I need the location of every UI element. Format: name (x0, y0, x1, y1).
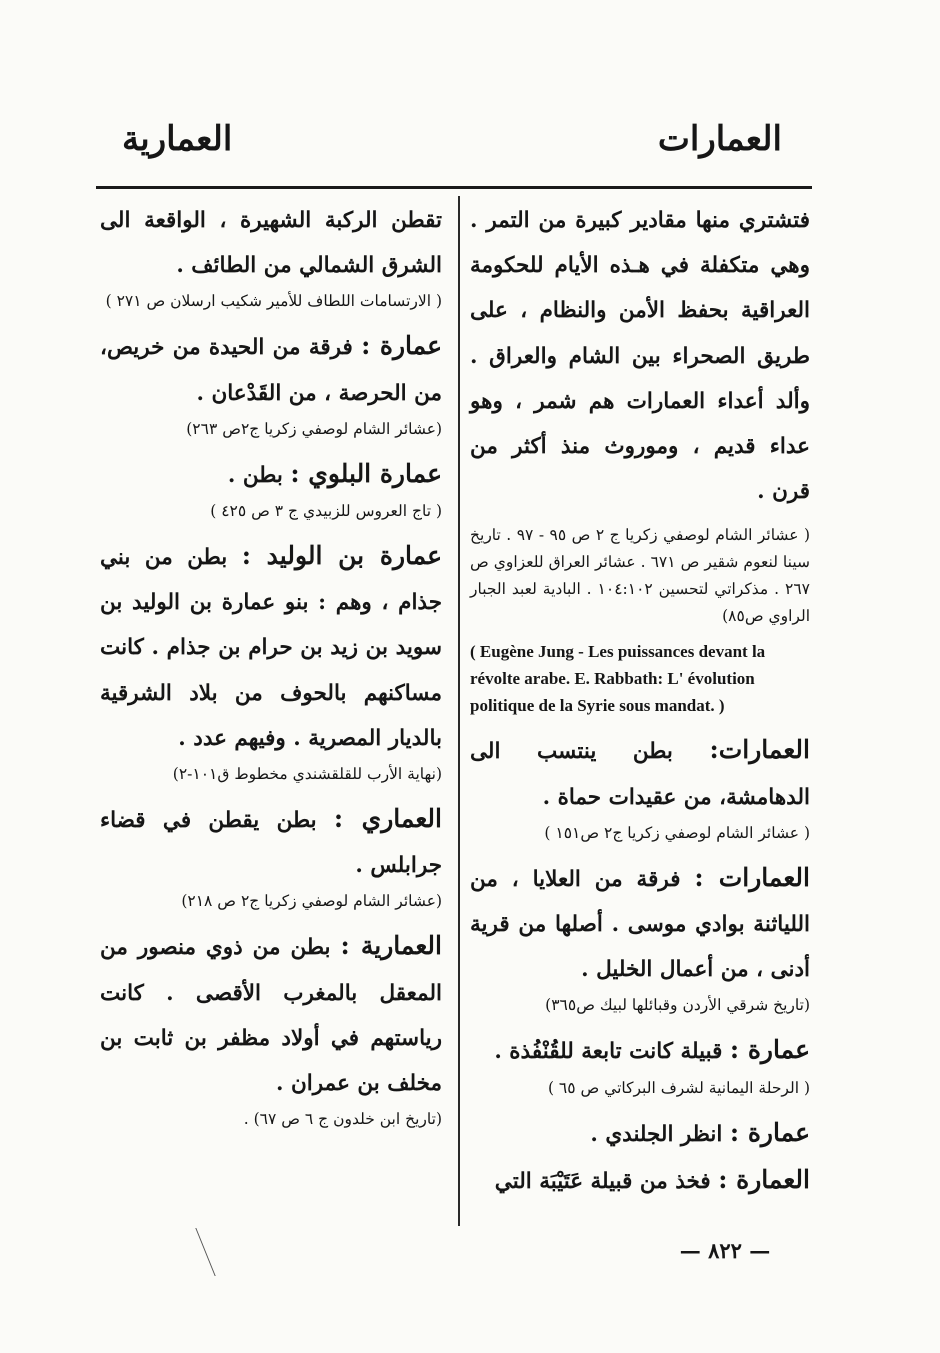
entry-term: عمارة البلوي : (290, 458, 442, 488)
entry-term: عمارة : (729, 1035, 810, 1065)
column-divider (458, 196, 460, 1226)
entry-text: بطن من ذوي منصور من المعقل بالمغرب الأقصى . كانت رياستهم في أولاد مظفر بن ثابت بن مخلف بن عمران . (100, 935, 442, 1097)
page-number: — ٨٢٢ — (679, 1238, 771, 1263)
entry-term: عمارة بن الوليد : (241, 541, 443, 571)
entry-amara-julandi (470, 1110, 810, 1157)
reference: (تاريخ ابن خلدون ج ٦ ص ٦٧) . (243, 1110, 442, 1129)
running-head-right: العمارات (657, 119, 782, 159)
entry-text: بطن ينتسب الى الدهامشة، من عقيدات حماة . (470, 739, 810, 810)
entry-amarat-alalaya (470, 855, 810, 993)
entry-amara-balawi (100, 451, 442, 498)
pen-stroke-mark (195, 1228, 237, 1276)
entry-text: فرقة من العلايا ، من اللياثنة بوادي موسى . أصلها من قرية أدنى ، من أعمال الخليل . (470, 866, 810, 983)
entry-text: بطن يقطن في قضاء جرابلس . (100, 808, 442, 879)
entry-text: بطن . (227, 462, 283, 488)
entry-term: العمارات: (709, 735, 810, 765)
entry-amara-ibn-walid (100, 533, 442, 761)
entry-term: العمارة : (718, 1164, 810, 1194)
entry-amara-qunfudha (470, 1027, 810, 1074)
reference: ( الرحلة اليمانية لشرف البركاتي ص ٦٥ ) (547, 1078, 810, 1097)
entry-term: العمارات : (694, 862, 810, 892)
entry-text: فخذ من قبيلة عَتَيْبَة التي (494, 1168, 711, 1194)
entry-term: عمارة : (361, 331, 442, 361)
entry-text: بطن من بني جذام ، وهم : بنو عمارة بن الوليد بن سويد بن زيد بن حرام بن جذام . كانت مساكنهم بالحوف من بلاد الشرقية بالديار المصرية . وفيهم عدد . (100, 545, 442, 751)
entry-continuation: تقطن الركبة الشهيرة ، الواقعة الى الشرق الشمالي من الطائف . (100, 208, 442, 279)
entry-amarat-dahamsha (470, 727, 810, 819)
header-rule (96, 186, 812, 189)
entry-term: العماري : (333, 804, 442, 834)
entry-al-amara-utaiba (470, 1157, 810, 1204)
entry-term: العمارية : (340, 931, 442, 961)
entry-continuation: فتشتري منها مقادير كبيرة من التمر . وهي متكفلة في هـذه الأيام للحكومة العراقية بحفظ الأمن والنظام ، على طريق الصحراء بين الشام والعراق . وألد أعداء العمارات هم شمر ، وهو عداء قديم ، وموروث منذ أكثر من قرن . (470, 208, 810, 505)
latin-reference: ( Eugène Jung - Les puissances devant la révolte arabe. E. Rabbath: L' évolution politique de la Syrie sous mandat. ) (470, 642, 766, 716)
entry-al-amariya (100, 923, 442, 1106)
reference: (تاريخ شرقي الأردن وقبائلها لبيك ص٣٦٥) (545, 996, 810, 1015)
reference: ( عشائر الشام لوصفي زكريا ج٢ ص١٥١ ) (544, 823, 810, 842)
reference: ( الارتسامات اللطاف للأمير شكيب ارسلان ص ٢٧١ ) (105, 292, 442, 311)
entry-text: انظر الجلندي . (590, 1121, 723, 1147)
entry-al-amari (100, 796, 442, 888)
entry-text: قبيلة كانت تابعة للقُنْفُذة . (494, 1039, 723, 1065)
left-column (100, 198, 442, 1141)
reference: (عشائر الشام لوصفي زكريا ج٢ص ٢٦٣) (186, 419, 442, 438)
entry-text: فرقة من الحيدة من خريص، من الحرصة ، من القَدْعان . (100, 335, 442, 406)
reference: ( تاج العروس للزبيدي ج ٣ ص ٤٢٥ ) (210, 502, 442, 521)
entry-amara-haida (100, 323, 442, 415)
reference: (عشائر الشام لوصفي زكريا ج٢ ص ٢١٨) (181, 892, 442, 911)
reference: (نهاية الأرب للقلقشندي مخطوط ق١٠١-٢) (172, 765, 442, 784)
entry-term: عمارة : (729, 1117, 810, 1147)
reference: ( عشائر الشام لوصفي زكريا ج ٢ ص ٩٥ - ٩٧ . تاريخ سينا لنعوم شقير ص ٦٧١ . عشائر العراق للعزاوي ص ٢٦٧ . مذكراتي لتحسين ١٠٤:١٠٢ . البادية لعبد الجبار الراوي ص٨٥) (470, 526, 811, 626)
right-column (470, 198, 810, 1204)
running-head-left: العمارية (122, 119, 233, 159)
